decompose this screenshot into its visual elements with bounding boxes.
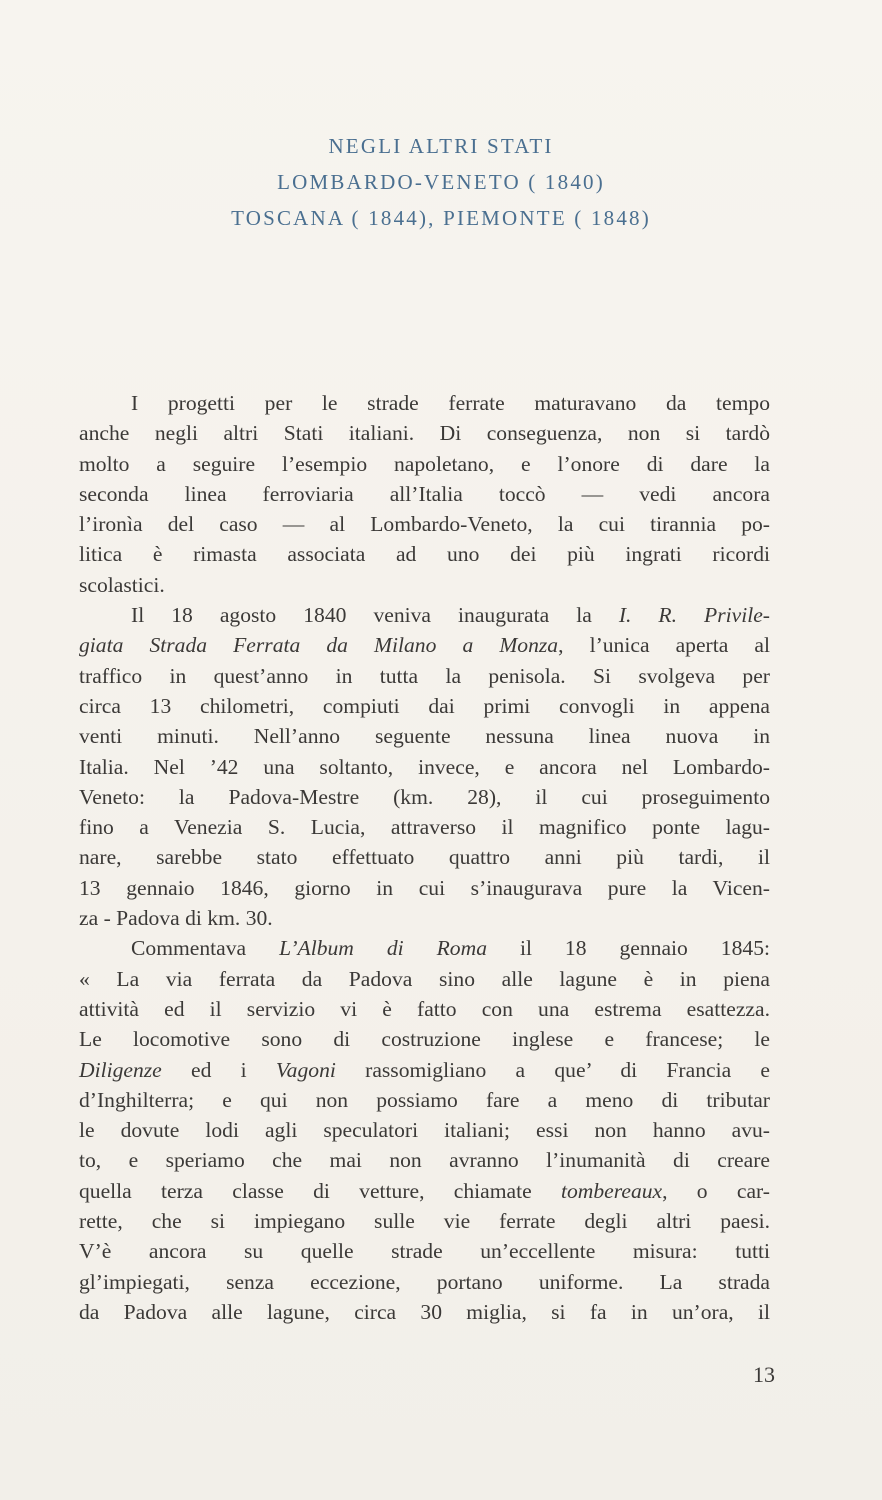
text-line: le dovute lodi agli speculatori italiani; essi non hanno avu- <box>79 1118 770 1143</box>
text-line: Diligenze ed i Vagoni rassomigliano a que’ di Francia e <box>79 1057 770 1082</box>
text-line: d’Inghilterra; e qui non possiamo fare a meno di tributar <box>79 1087 770 1112</box>
text-line: za - Padova di km. 30. <box>79 906 273 931</box>
text-line: 13 gennaio 1846, giorno in cui s’inaugurava pure la Vicen- <box>79 875 770 900</box>
text-line: molto a seguire l’esempio napoletano, e l’onore di dare la <box>79 451 770 476</box>
text-line: litica è rimasta associata ad uno dei più ingrati ricordi <box>79 542 770 567</box>
page-number: 13 <box>753 1362 775 1387</box>
heading-line-3: TOSCANA ( 1844), PIEMONTE ( 1848) <box>231 206 651 230</box>
text-line: V’è ancora su quelle strade un’eccellente misura: tutti <box>79 1239 770 1264</box>
text-line: I progetti per le strade ferrate maturavano da tempo <box>131 391 770 415</box>
body-text <box>79 388 770 1327</box>
text-line: quella terza classe di vetture, chiamate tombereaux, o car- <box>79 1178 770 1203</box>
text-line: Le locomotive sono di costruzione inglese e francese; le <box>79 1027 770 1052</box>
chapter-heading <box>0 128 882 236</box>
text-line: giata Strada Ferrata da Milano a Monza, l’unica aperta al <box>79 633 770 658</box>
text-line: da Padova alle lagune, circa 30 miglia, si fa in un’ora, il <box>79 1299 770 1324</box>
text-line: to, e speriamo che mai non avranno l’inumanità di creare <box>79 1148 770 1173</box>
text-line: traffico in quest’anno in tutta la penisola. Si svolgeva per <box>79 663 770 688</box>
text-line: Commentava L’Album di Roma il 18 gennaio 1845: <box>131 936 770 961</box>
text-line: venti minuti. Nell’anno seguente nessuna linea nuova in <box>79 724 770 749</box>
heading-line-2: LOMBARDO-VENETO ( 1840) <box>277 170 605 194</box>
text-line: nare, sarebbe stato effettuato quattro anni più tardi, il <box>79 845 770 870</box>
text-line: attività ed il servizio vi è fatto con una estrema esattezza. <box>79 996 770 1021</box>
text-line: fino a Venezia S. Lucia, attraverso il magnifico ponte lagu- <box>79 815 770 840</box>
text-line: anche negli altri Stati italiani. Di conseguenza, non si tardò <box>79 421 770 446</box>
text-line: l’ironìa del caso — al Lombardo-Veneto, la cui tirannia po- <box>79 512 770 537</box>
text-line: circa 13 chilometri, compiuti dai primi convogli in appena <box>79 693 770 718</box>
text-line: Italia. Nel ’42 una soltanto, invece, e ancora nel Lombardo- <box>79 754 770 779</box>
text-line: Il 18 agosto 1840 veniva inaugurata la I. R. Privile- <box>131 603 770 628</box>
text-line: scolastici. <box>79 572 165 597</box>
text-line: « La via ferrata da Padova sino alle lagune è in piena <box>79 966 770 991</box>
text-line: gl’impiegati, senza eccezione, portano uniforme. La strada <box>79 1269 770 1294</box>
heading-line-1: NEGLI ALTRI STATI <box>328 134 554 158</box>
text-line: rette, che si impiegano sulle vie ferrate degli altri paesi. <box>79 1209 770 1234</box>
text-line: seconda linea ferroviaria all’Italia toccò — vedi ancora <box>79 481 770 506</box>
text-line: Veneto: la Padova-Mestre (km. 28), il cui proseguimento <box>79 784 770 809</box>
